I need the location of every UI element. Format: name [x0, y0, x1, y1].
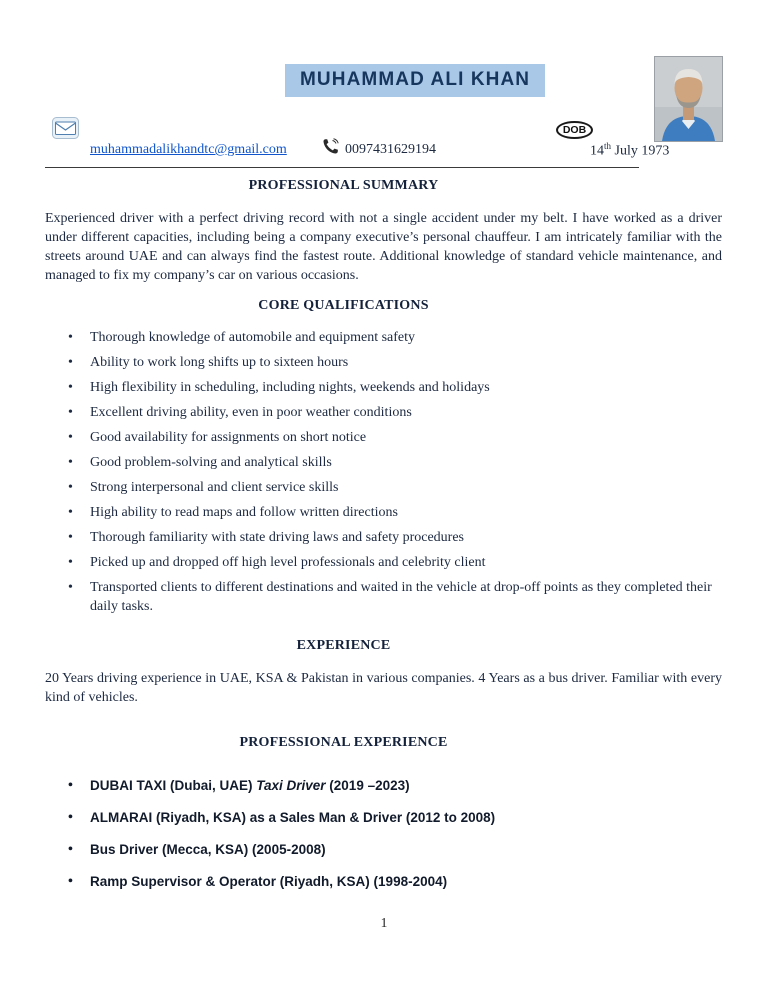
experience-item-text: DUBAI TAXI (Dubai, UAE)	[90, 778, 257, 793]
profile-photo	[655, 57, 722, 141]
dob-ordinal-suffix: th	[604, 141, 612, 151]
experience-item-text: Bus Driver (Mecca, KSA) (2005-2008)	[90, 842, 326, 857]
header-divider	[45, 167, 639, 168]
page-number: 1	[380, 915, 388, 930]
summary-paragraph: Experienced driver with a perfect driving record with not a single accident under my belt. I have worked as a driver under different capacities, including being a company executive’s personal chauffeur. I am intricately familiar with the streets around UAE and can always find the fastest route. Additional knowledge of standard vehicle maintenance, and managed to fix my company’s car on various occasions.	[45, 211, 722, 283]
experience-item-dates: (2019 –2023)	[325, 778, 410, 793]
experience-item	[68, 778, 722, 794]
section-title-experience: EXPERIENCE	[296, 638, 391, 653]
qualification-item: • Picked up and dropped off high level professionals and celebrity client	[68, 553, 722, 572]
professional-experience-list	[68, 778, 722, 890]
qualification-item: • High ability to read maps and follow written directions	[68, 503, 722, 522]
experience-paragraph: 20 Years driving experience in UAE, KSA & Pakistan in various companies. 4 Years as a bus driver. Familiar with every kind of vehicles.	[45, 671, 722, 705]
experience-item	[68, 810, 722, 826]
section-title-core-qualifications: CORE QUALIFICATIONS	[258, 298, 429, 313]
experience-item	[68, 874, 722, 890]
email-link[interactable]: muhammadalikhandtc@gmail.com	[90, 142, 287, 157]
email-icon	[52, 117, 79, 144]
section-title-professional-summary: PROFESSIONAL SUMMARY	[248, 178, 439, 193]
qualification-item: • Thorough familiarity with state driving laws and safety procedures	[68, 528, 722, 547]
phone-icon	[322, 138, 339, 160]
experience-item-role-italic: Taxi Driver	[256, 778, 326, 793]
dob-day: 14	[590, 143, 604, 159]
qualification-item: • Strong interpersonal and client service skills	[68, 478, 722, 497]
portrait-photo-graphic	[655, 57, 722, 141]
qualification-item: • Thorough knowledge of automobile and equipment safety	[68, 328, 722, 347]
dob-date	[590, 141, 669, 160]
qualification-item: • Ability to work long shifts up to sixteen hours	[68, 353, 722, 372]
page-title: MUHAMMAD ALI KHAN	[285, 64, 545, 97]
experience-item-text: ALMARAI (Riyadh, KSA) as a Sales Man & Driver (2012 to 2008)	[90, 810, 496, 825]
experience-item	[68, 842, 722, 858]
resume-body	[45, 178, 722, 906]
qualification-item: • Excellent driving ability, even in poor weather conditions	[68, 403, 722, 422]
core-qualifications-list	[68, 328, 722, 616]
phone-number: 0097431629194	[345, 142, 436, 157]
dob-month-year: July 1973	[611, 143, 670, 159]
qualification-item: • High flexibility in scheduling, including nights, weekends and holidays	[68, 378, 722, 397]
section-title-professional-experience: PROFESSIONAL EXPERIENCE	[239, 735, 448, 750]
qualification-item: • Transported clients to different destinations and waited in the vehicle at drop-off points as they completed their daily tasks.	[68, 578, 722, 616]
dob-badge: DOB	[556, 121, 593, 139]
qualification-item: • Good problem-solving and analytical skills	[68, 453, 722, 472]
qualification-item: • Good availability for assignments on short notice	[68, 428, 722, 447]
experience-item-text: Ramp Supervisor & Operator (Riyadh, KSA) (1998-2004)	[90, 874, 448, 889]
